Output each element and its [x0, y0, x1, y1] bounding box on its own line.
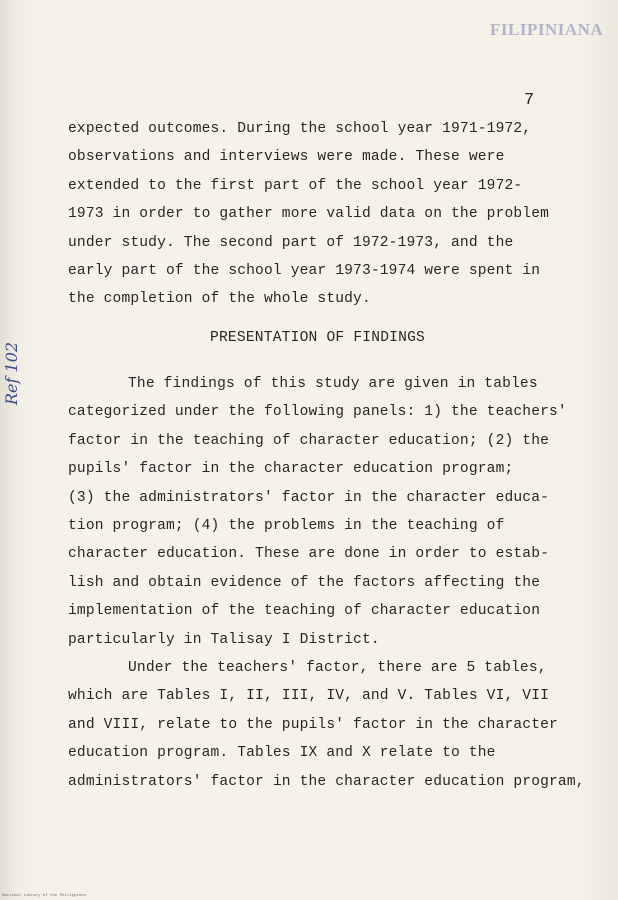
text-line: early part of the school year 1973-1974 were spent in	[68, 263, 541, 280]
handwritten-margin-note: Ref 102	[2, 341, 21, 405]
text-line: pupils' factor in the character education program;	[68, 461, 514, 478]
text-line: The findings of this study are given in tables	[128, 376, 538, 392]
text-line: expected outcomes. During the school year 1971-1972,	[68, 121, 532, 137]
text-line: and VIII, relate to the pupils' factor in the character	[68, 716, 558, 733]
text-line: categorized under the following panels: 1) the teachers'	[68, 404, 567, 421]
paragraph-2	[68, 370, 588, 796]
footer-archive-tag: National Library of the Philippines	[2, 894, 87, 898]
text-line: the completion of the whole study.	[68, 291, 371, 308]
text-line: implementation of the teaching of character education	[68, 603, 541, 620]
text-line: which are Tables I, II, III, IV, and V. Tables VI, VII	[68, 688, 550, 705]
text-line: Under the teachers' factor, there are 5 tables,	[128, 660, 547, 677]
text-line: particularly in Talisay I District.	[68, 631, 380, 648]
text-line: observations and interviews were made. These were	[68, 149, 505, 166]
text-line: 1973 in order to gather more valid data on the problem	[68, 206, 550, 223]
text-line: administrators' factor in the character education program,	[68, 773, 585, 790]
text-line: tion program; (4) the problems in the teaching of	[68, 518, 505, 535]
text-line: (3) the administrators' factor in the character educa-	[68, 489, 550, 506]
paragraph-1	[68, 115, 588, 314]
section-heading: PRESENTATION OF FINDINGS	[210, 330, 425, 346]
page-number: 7	[524, 91, 535, 110]
text-line: extended to the first part of the school year 1972-	[68, 177, 523, 194]
text-line: under study. The second part of 1972-1973, and the	[68, 234, 514, 251]
text-line: character education. These are done in order to estab-	[68, 546, 550, 563]
text-line: education program. Tables IX and X relate to the	[68, 745, 496, 762]
text-line: lish and obtain evidence of the factors affecting the	[68, 574, 541, 591]
filipiniana-stamp: FILIPINIANA	[490, 20, 604, 39]
text-line: factor in the teaching of character education; (2) the	[68, 432, 550, 449]
